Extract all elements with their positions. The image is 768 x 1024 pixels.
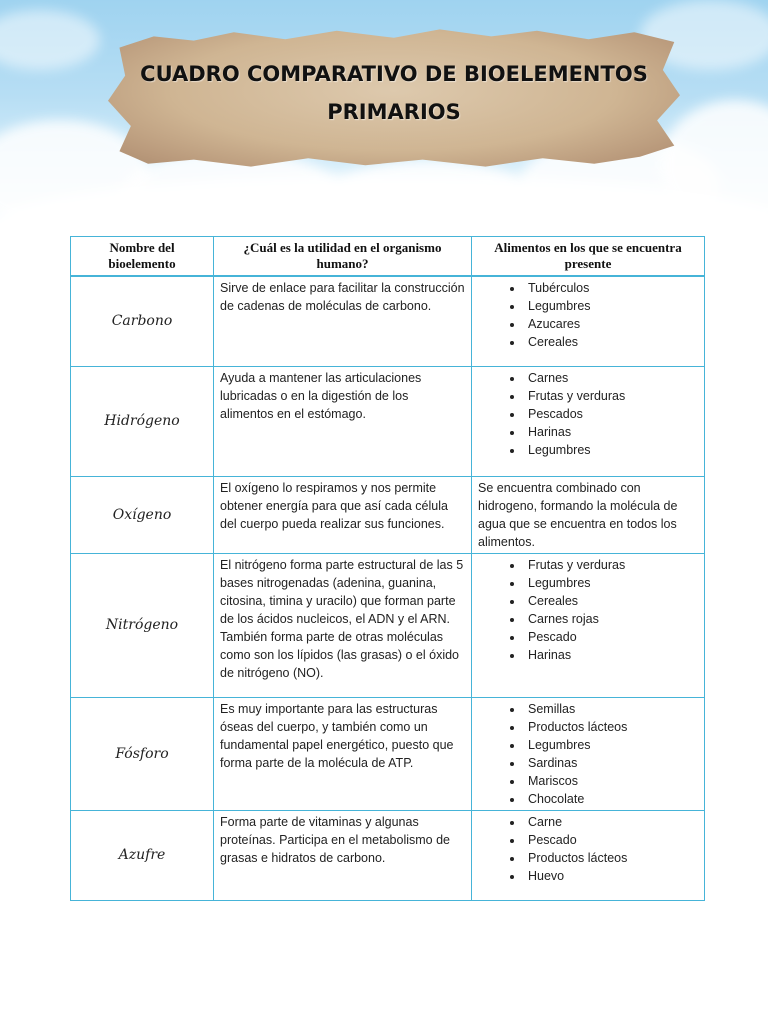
header-name: Nombre del bioelemento [71,237,214,277]
header-utility: ¿Cuál es la utilidad en el organismo humano? [214,237,472,277]
list-item: • Carnes [524,369,698,387]
title-line-2: PRIMARIOS [327,100,461,124]
element-name: Nitrógeno [71,553,214,697]
list-item: • Cereales [524,333,698,351]
table-row [71,553,705,697]
list-item: • Azucares [524,315,698,333]
list-item: • Semillas [524,700,698,718]
table-row [71,810,705,900]
element-utility: El oxígeno lo respiramos y nos permite obtener energía para que así cada célula del cuerpo pueda realizar sus funciones. [214,476,472,553]
element-foods [472,276,705,366]
list-item: • Carne [524,813,698,831]
list-item: • Cereales [524,592,698,610]
table-row [71,697,705,810]
list-item: • Mariscos [524,772,698,790]
list-item: • Harinas [524,423,698,441]
element-name: Hidrógeno [71,366,214,476]
list-item: • Harinas [524,646,698,664]
list-item: • Frutas y verduras [524,556,698,574]
bioelements-table [70,236,705,901]
element-utility: Ayuda a mantener las articulaciones lubricadas o en la digestión de los alimentos en el estómago. [214,366,472,476]
title-line-1: CUADRO COMPARATIVO DE BIOELEMENTOS [140,62,648,86]
element-utility: Es muy importante para las estructuras óseas del cuerpo, y también como un fundamental papel energético, puesto que forma parte de la molécula de ATP. [214,697,472,810]
table-row [71,476,705,553]
element-foods [472,553,705,697]
list-item: • Legumbres [524,441,698,459]
element-name: Carbono [71,276,214,366]
list-item: • Pescado [524,628,698,646]
list-item: • Sardinas [524,754,698,772]
list-item: • Tubérculos [524,279,698,297]
table-row [71,366,705,476]
element-foods-text: Se encuentra combinado con hidrogeno, formando la molécula de agua que se encuentra en todos los alimentos. [472,476,705,553]
list-item: • Legumbres [524,574,698,592]
table-row [71,276,705,366]
element-foods [472,697,705,810]
list-item: • Pescados [524,405,698,423]
element-name: Azufre [71,810,214,900]
element-utility: Forma parte de vitaminas y algunas proteínas. Participa en el metabolismo de grasas e hidratos de carbono. [214,810,472,900]
list-item: • Carnes rojas [524,610,698,628]
list-item: • Productos lácteos [524,718,698,736]
list-item: • Pescado [524,831,698,849]
list-item: • Productos lácteos [524,849,698,867]
list-item: • Huevo [524,867,698,885]
list-item: • Chocolate [524,790,698,808]
element-foods [472,366,705,476]
list-item: • Legumbres [524,736,698,754]
element-utility: Sirve de enlace para facilitar la construcción de cadenas de moléculas de carbono. [214,276,472,366]
page-title [108,55,680,131]
element-name: Oxígeno [71,476,214,553]
element-foods [472,810,705,900]
list-item: • Frutas y verduras [524,387,698,405]
list-item: • Legumbres [524,297,698,315]
element-name: Fósforo [71,697,214,810]
table-header-row [71,237,705,277]
element-utility: El nitrógeno forma parte estructural de las 5 bases nitrogenadas (adenina, guanina, citosina, timina y uracilo) que forman parte de los ácidos nucleicos, el ADN y el ARN. También forma parte de otras moléculas como son los lípidos (las grasas) o el óxido de nitrógeno (NO). [214,553,472,697]
header-foods: Alimentos en los que se encuentra presente [472,237,705,277]
